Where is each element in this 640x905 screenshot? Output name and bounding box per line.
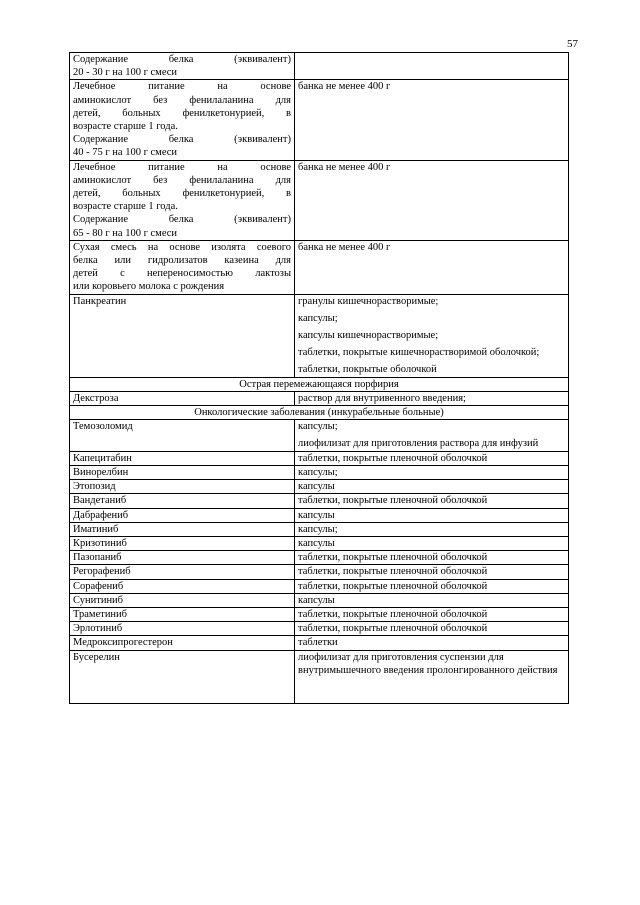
dosage-form-cell [295,294,569,377]
drug-table [69,52,569,704]
dosage-form-cell [295,420,569,451]
product-name-line: Пазопаниб [73,552,122,564]
dosage-form-cell [295,480,569,494]
table-row [70,508,569,522]
dosage-form-item: капсулы [298,594,335,606]
dosage-form-cell [295,579,569,593]
dosage-form-item: капсулы [298,481,335,493]
product-name-line: Сорафениб [73,580,124,592]
table-row [70,53,569,80]
product-name-line: Винорелбин [73,466,129,478]
section-header-row [70,377,569,391]
product-name-cell [70,522,295,536]
dosage-form-item: таблетки, покрытые пленочной оболочкой [298,580,488,592]
product-name-line: Сунитиниб [73,594,124,606]
product-name-cell [70,480,295,494]
dosage-form-cell [295,607,569,621]
table-row [70,565,569,579]
product-name-line: или коровьего молока с рождения [73,281,225,293]
product-name-cell [70,622,295,636]
dosage-form-cell [295,508,569,522]
dosage-form-cell [295,494,569,508]
product-name-line: Содержание белка (эквивалент) [73,54,291,65]
dosage-form-item: банка не менее 400 г [298,81,391,93]
dosage-form-cell [295,636,569,650]
dosage-form-item: капсулы; [298,466,338,478]
dosage-form-cell [295,451,569,465]
page-number: 57 [567,38,578,50]
dosage-form-item: лиофилизат для приготовления суспензии для внутримышечного введения пролонгированного действия [298,651,558,676]
product-name-line: возрасте старше 1 года. [73,121,178,133]
product-name-cell [70,636,295,650]
table-row [70,480,569,494]
dosage-form-cell [295,551,569,565]
table-row [70,579,569,593]
dosage-form-item: капсулы [298,537,335,549]
product-name-cell [70,607,295,621]
product-name-cell [70,593,295,607]
product-name-cell [70,240,295,294]
table-row [70,522,569,536]
product-name-line: 65 - 80 г на 100 г смеси [73,227,178,239]
table-row [70,420,569,451]
product-name-line: возрасте старше 1 года. [73,201,178,213]
product-name-line: Темозоломид [73,421,133,433]
dosage-form-item: капсулы; [298,421,338,433]
section-title: Онкологические заболевания (инкурабельные больные) [70,406,569,420]
product-name-cell [70,294,295,377]
table-row [70,536,569,550]
product-name-line: детей, больных фенилкетонурией, в [73,107,291,119]
product-name-cell [70,160,295,240]
product-name-line: Дабрафениб [73,509,129,521]
dosage-form-cell [295,391,569,405]
dosage-form-item: лиофилизат для приготовления раствора для инфузий [298,438,539,450]
dosage-form-item: таблетки, покрытые пленочной оболочкой [298,495,488,507]
dosage-form-item: капсулы; [298,523,338,535]
drug-table-body [70,53,569,704]
table-row [70,607,569,621]
product-name-cell [70,391,295,405]
dosage-form-item: таблетки, покрытые пленочной оболочкой [298,623,488,635]
dosage-form-cell [295,522,569,536]
dosage-form-item: гранулы кишечнорастворимые; [298,295,439,307]
table-row [70,622,569,636]
product-name-line: детей, больных фенилкетонурией, в [73,188,291,200]
table-row [70,593,569,607]
product-name-line: Панкреатин [73,295,127,307]
product-name-line: Декстроза [73,392,119,404]
dosage-form-item: капсулы [298,509,335,521]
product-name-cell [70,465,295,479]
dosage-form-item: банка не менее 400 г [298,241,391,253]
dosage-form-cell [295,465,569,479]
product-name-line: Этопозид [73,481,116,493]
dosage-form-cell [295,565,569,579]
product-name-line: Содержание белка (эквивалент) [73,134,291,146]
product-name-line: Лечебное питание на основе [73,81,291,93]
product-name-cell [70,650,295,703]
product-name-line: Медроксипрогестерон [73,637,173,649]
dosage-form-cell [295,160,569,240]
product-name-cell [70,551,295,565]
product-name-line: Содержание белка (эквивалент) [73,214,291,226]
dosage-form-item: капсулы; [298,312,338,324]
dosage-form-cell [295,536,569,550]
dosage-form-item: таблетки, покрытые пленочной оболочкой [298,452,488,464]
table-row [70,494,569,508]
product-name-line: Эрлотиниб [73,623,123,635]
dosage-form-item: таблетки, покрытые оболочкой [298,364,437,376]
product-name-line: аминокислот без фенилаланина для [73,174,291,186]
product-name-line: белка или гидролизатов казеина для [73,255,291,267]
dosage-form-cell [295,593,569,607]
dosage-form-cell [295,80,569,160]
dosage-form-cell [295,622,569,636]
table-row [70,451,569,465]
table-row [70,636,569,650]
product-name-cell [70,494,295,508]
product-name-line: аминокислот без фенилаланина для [73,94,291,106]
product-name-line: детей с непереносимостью лактозы [73,268,291,280]
dosage-form-item: капсулы кишечнорастворимые; [298,330,439,342]
table-row [70,465,569,479]
table-row [70,551,569,565]
dosage-form-item: таблетки, покрытые пленочной оболочкой [298,608,488,620]
product-name-cell [70,451,295,465]
product-name-cell [70,536,295,550]
table-row [70,80,569,160]
product-name-line: Лечебное питание на основе [73,161,291,173]
product-name-cell [70,80,295,160]
dosage-form-cell [295,650,569,703]
dosage-form-item: таблетки, покрытые пленочной оболочкой [298,552,488,564]
section-title: Острая перемежающаяся порфирия [70,377,569,391]
product-name-cell [70,579,295,593]
product-name-line: Кризотиниб [73,537,127,549]
table-row [70,650,569,703]
dosage-form-item: таблетки [298,637,338,649]
table-row [70,391,569,405]
product-name-line: 40 - 75 г на 100 г смеси [73,147,178,159]
section-header-row [70,406,569,420]
product-name-cell [70,508,295,522]
product-name-line: 20 - 30 г на 100 г смеси [73,67,178,79]
product-name-line: Капецитабин [73,452,132,464]
product-name-line: Регорафениб [73,566,131,578]
product-name-cell [70,565,295,579]
dosage-form-item: раствор для внутривенного введения; [298,392,466,404]
product-name-cell [70,420,295,451]
product-name-line: Сухая смесь на основе изолята соевого [73,241,291,253]
dosage-form-item: банка не менее 400 г [298,161,391,173]
product-name-line: Вандетаниб [73,495,127,507]
dosage-form-item: таблетки, покрытые пленочной оболочкой [298,566,488,578]
product-name-cell [70,53,295,80]
dosage-form-cell [295,53,569,80]
table-row [70,160,569,240]
dosage-form-cell [295,240,569,294]
product-name-line: Иматиниб [73,523,119,535]
product-name-line: Траметиниб [73,608,128,620]
table-row [70,240,569,294]
table-row [70,294,569,377]
product-name-line: Бусерелин [73,651,120,663]
dosage-form-item: таблетки, покрытые кишечнорастворимой оболочкой; [298,347,540,359]
